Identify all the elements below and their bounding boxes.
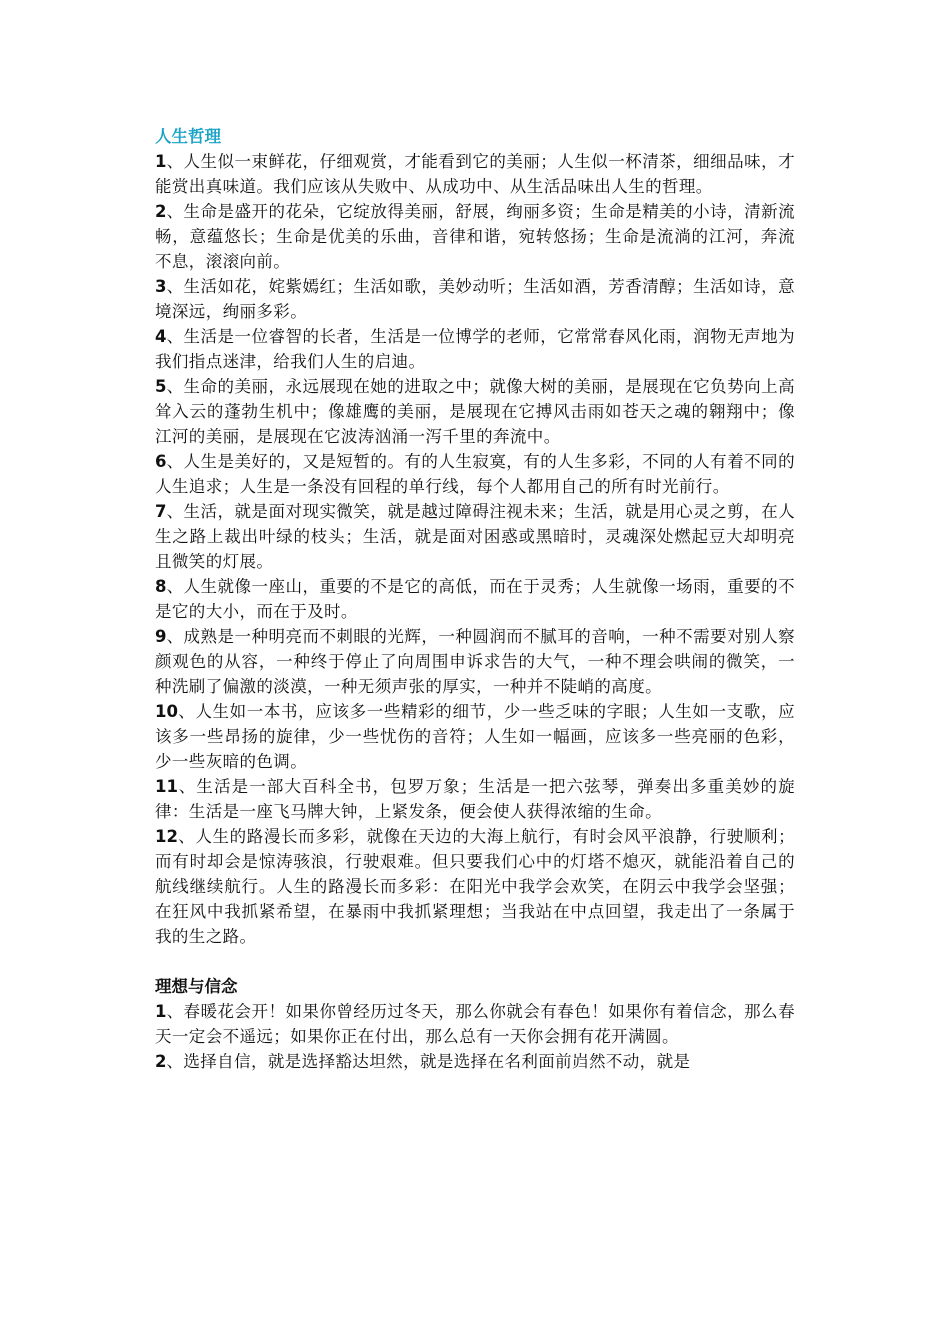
document-page	[155, 124, 795, 1074]
item-number: 11	[155, 777, 178, 796]
section-life-philosophy-list	[155, 149, 795, 949]
list-item	[155, 624, 795, 699]
item-number: 9	[155, 627, 167, 646]
list-item	[155, 449, 795, 499]
list-item	[155, 999, 795, 1049]
item-number: 1	[155, 152, 167, 171]
list-item	[155, 824, 795, 949]
list-item	[155, 324, 795, 374]
list-item	[155, 774, 795, 824]
item-text: 、人生似一束鲜花，仔细观赏，才能看到它的美丽；人生似一杯清茶，细细品味，才能赏出真味道。我们应该从失败中、从成功中、从生活品味出人生的哲理。	[155, 152, 795, 196]
item-text: 、生命是盛开的花朵，它绽放得美丽，舒展，绚丽多资；生命是精美的小诗，清新流畅，意蕴悠长；生命是优美的乐曲，音律和谐，宛转悠扬；生命是流淌的江河，奔流不息，滚滚向前。	[155, 202, 795, 271]
item-number: 2	[155, 1052, 167, 1071]
item-text: 、春暖花会开！如果你曾经历过冬天，那么你就会有春色！如果你有着信念，那么春天一定会不遥远；如果你正在付出，那么总有一天你会拥有花开满圆。	[155, 1002, 795, 1046]
item-text: 、生活如花，姹紫嫣红；生活如歌，美妙动听；生活如酒，芳香清醇；生活如诗，意境深远，绚丽多彩。	[155, 277, 795, 321]
item-text: 、成熟是一种明亮而不刺眼的光辉，一种圆润而不腻耳的音响，一种不需要对别人察颜观色的从容，一种终于停止了向周围申诉求告的大气，一种不理会哄闹的微笑，一种洗刷了偏激的淡漠，一种无须声张的厚实，一种并不陡峭的高度。	[155, 627, 795, 696]
item-number: 3	[155, 277, 167, 296]
item-number: 6	[155, 452, 167, 471]
item-text: 、生命的美丽，永远展现在她的进取之中；就像大树的美丽，是展现在它负势向上高耸入云的蓬勃生机中；像雄鹰的美丽，是展现在它搏风击雨如苍天之魂的翱翔中；像江河的美丽，是展现在它波涛汹涌一泻千里的奔流中。	[155, 377, 795, 446]
item-number: 7	[155, 502, 167, 521]
item-text: 、人生如一本书，应该多一些精彩的细节，少一些乏味的字眼；人生如一支歌，应该多一些昂扬的旋律，少一些忧伤的音符；人生如一幅画，应该多一些亮丽的色彩，少一些灰暗的色调。	[155, 702, 795, 771]
item-text: 、生活是一位睿智的长者，生活是一位博学的老师，它常常春风化雨，润物无声地为我们指点迷津，给我们人生的启迪。	[155, 327, 795, 371]
item-number: 4	[155, 327, 167, 346]
list-item	[155, 149, 795, 199]
section-title-ideals-beliefs: 理想与信念	[155, 977, 238, 996]
list-item	[155, 499, 795, 574]
list-item	[155, 274, 795, 324]
item-text: 、人生的路漫长而多彩，就像在天边的大海上航行，有时会风平浪静，行驶顺利；而有时却会是惊涛骇浪，行驶艰难。但只要我们心中的灯塔不熄灭，就能沿着自己的航线继续航行。人生的路漫长而多彩：在阳光中我学会欢笑，在阴云中我学会坚强；在狂风中我抓紧希望，在暴雨中我抓紧理想；当我站在中点回望，我走出了一条属于我的生之路。	[155, 827, 795, 946]
section-title-life-philosophy: 人生哲理	[155, 127, 221, 146]
item-number: 8	[155, 577, 167, 596]
list-item	[155, 699, 795, 774]
list-item	[155, 574, 795, 624]
list-item	[155, 1049, 795, 1074]
item-number: 1	[155, 1002, 167, 1021]
item-text: 、人生是美好的，又是短暂的。有的人生寂寞，有的人生多彩，不同的人有着不同的人生追求；人生是一条没有回程的单行线，每个人都用自己的所有时光前行。	[155, 452, 795, 496]
item-number: 2	[155, 202, 167, 221]
list-item	[155, 199, 795, 274]
item-text: 、选择自信，就是选择豁达坦然，就是选择在名利面前岿然不动，就是	[166, 1052, 691, 1071]
item-number: 10	[155, 702, 178, 721]
list-item	[155, 374, 795, 449]
item-text: 、生活，就是面对现实微笑，就是越过障碍注视未来；生活，就是用心灵之剪，在人生之路上裁出叶绿的枝头；生活，就是面对困惑或黑暗时，灵魂深处燃起豆大却明亮且微笑的灯展。	[155, 502, 795, 571]
item-number: 12	[155, 827, 178, 846]
section-ideals-beliefs	[155, 974, 795, 1074]
item-text: 、人生就像一座山，重要的不是它的高低，而在于灵秀；人生就像一场雨，重要的不是它的大小，而在于及时。	[155, 577, 795, 621]
item-text: 、生活是一部大百科全书，包罗万象；生活是一把六弦琴，弹奏出多重美妙的旋律：生活是一座飞马牌大钟，上紧发条，便会使人获得浓缩的生命。	[155, 777, 795, 821]
item-number: 5	[155, 377, 167, 396]
